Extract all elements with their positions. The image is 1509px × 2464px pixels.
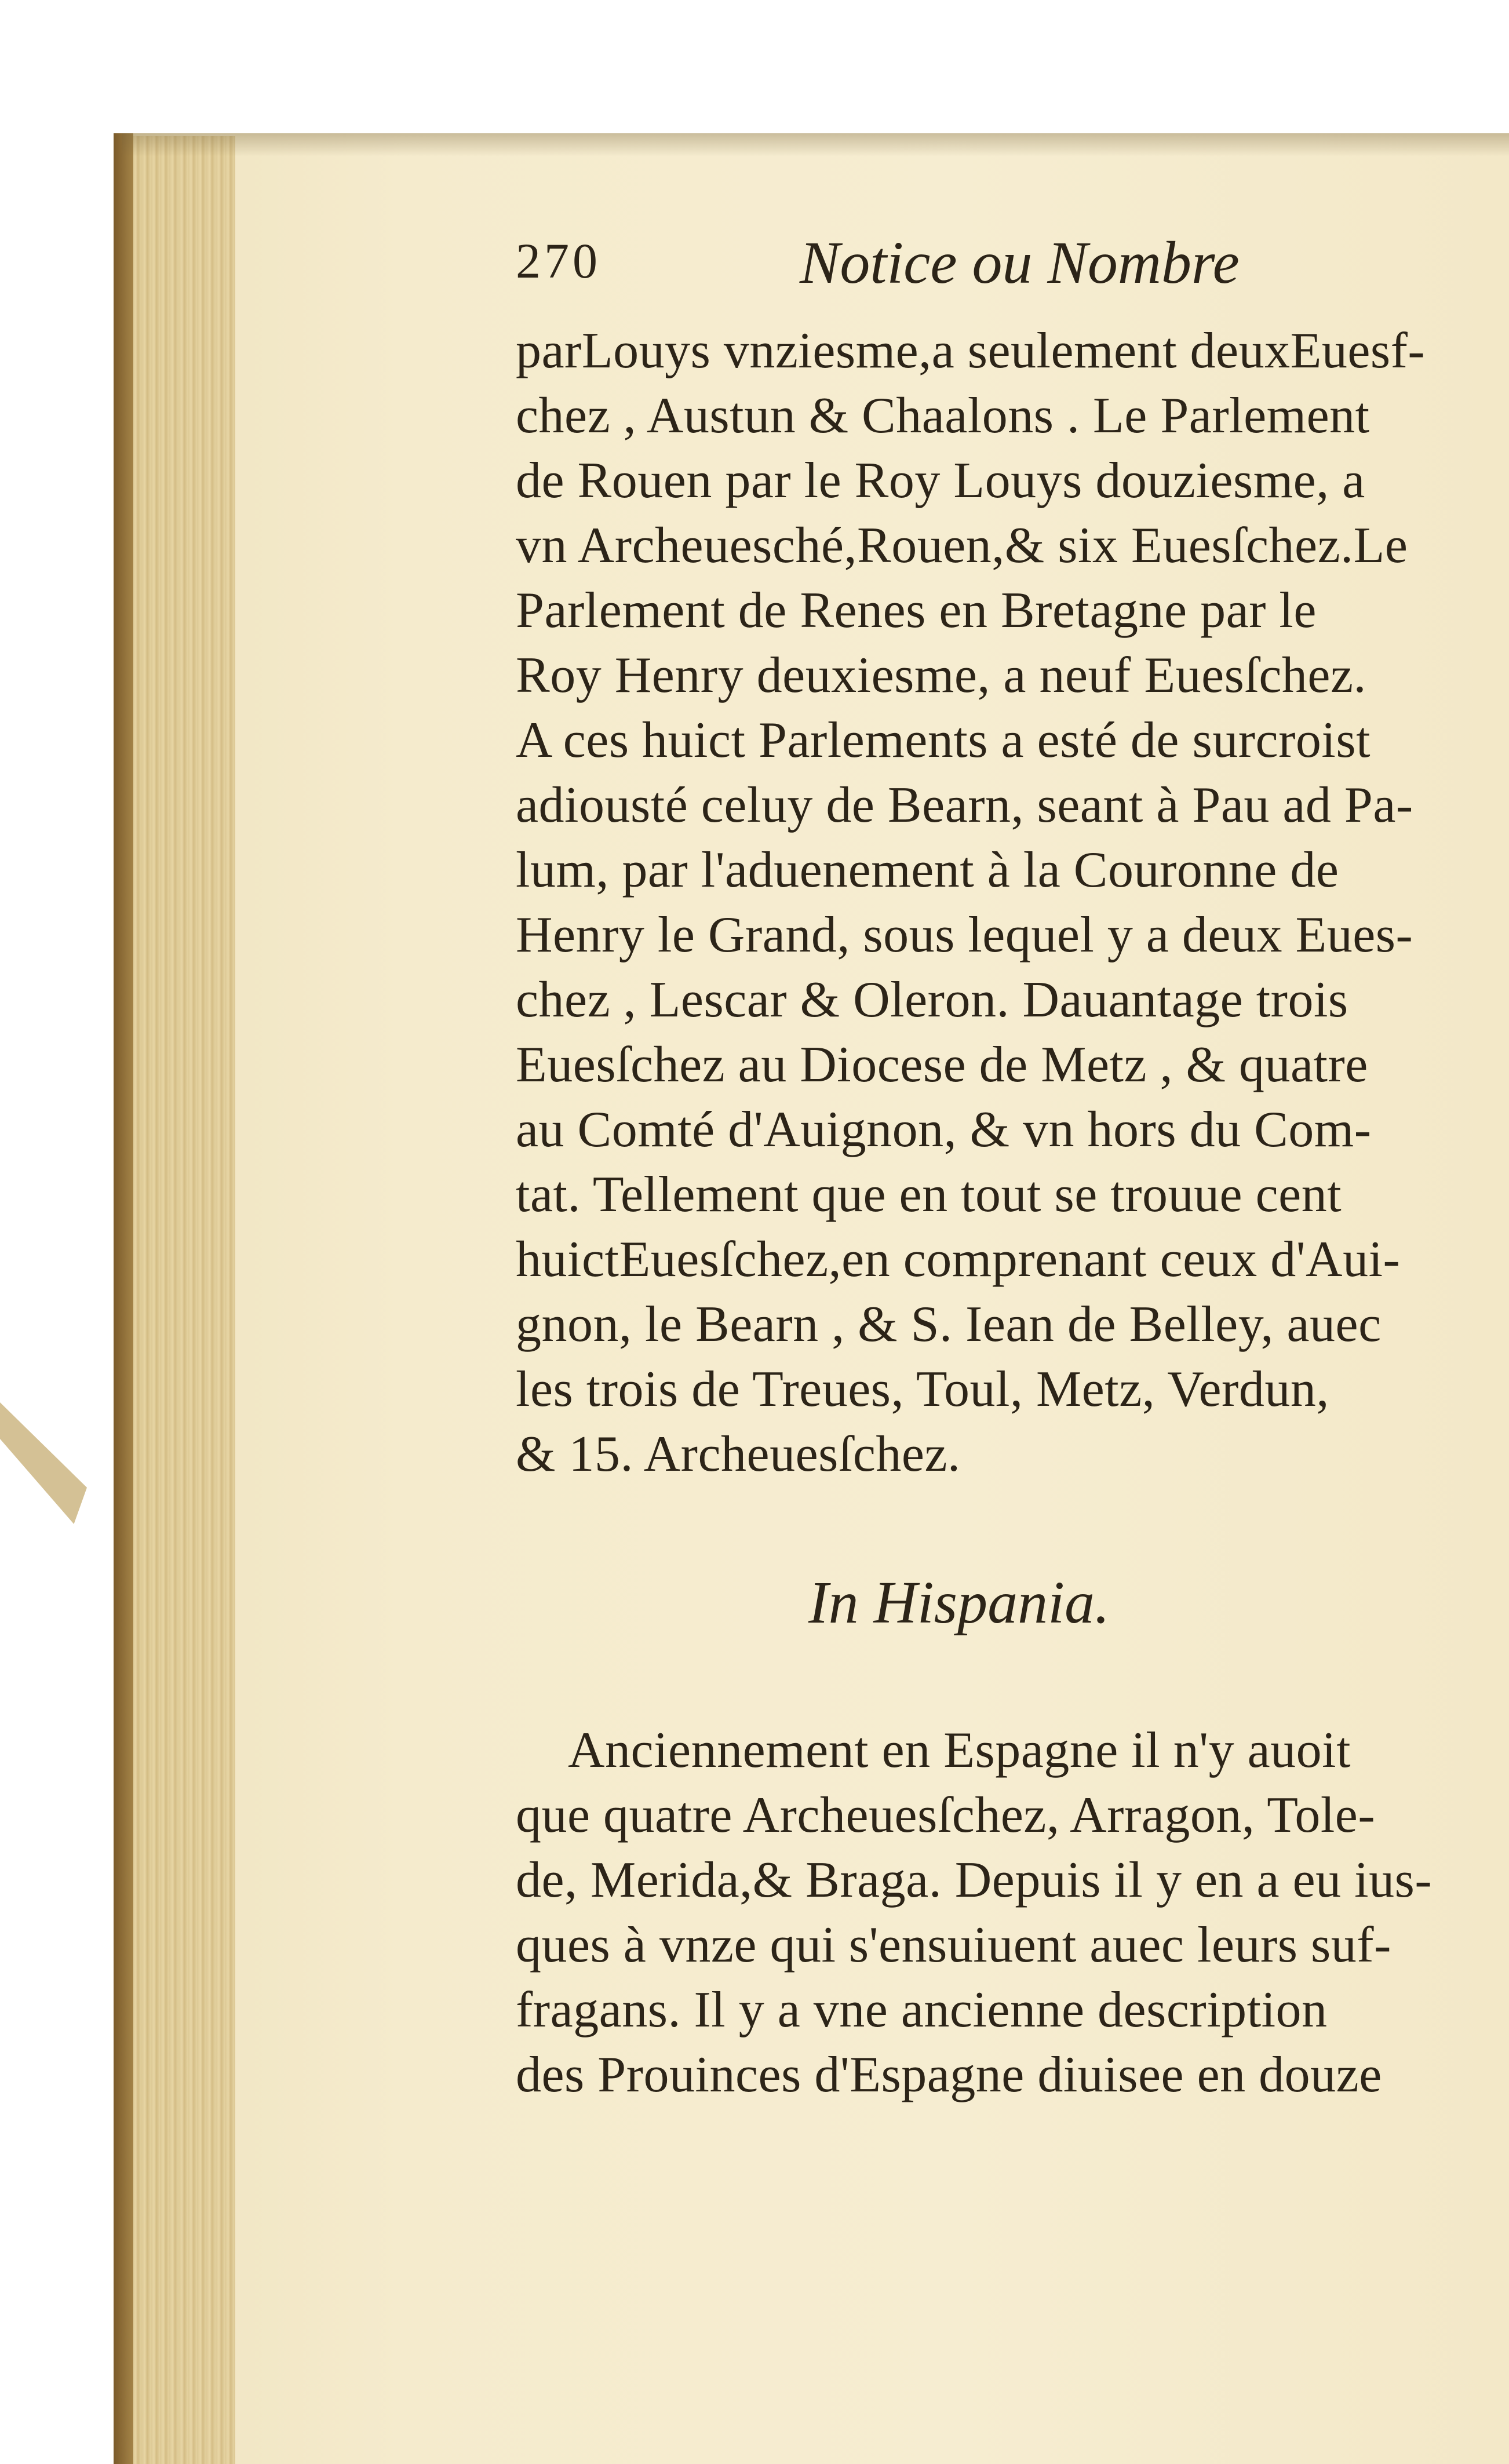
text-line: Parlement de Renes en Bretagne par le xyxy=(516,582,1317,639)
text-line: que quatre Archeuesſchez, Arragon, Tole- xyxy=(516,1787,1376,1843)
text-line: & 15. Archeuesſchez. xyxy=(516,1426,961,1482)
paragraph-2 xyxy=(516,1718,1472,2108)
running-title: Notice ou Nombre xyxy=(800,229,1240,296)
text-line: huictEuesſchez,en comprenant ceux d'Aui- xyxy=(516,1231,1401,1288)
text-line: A ces huict Parlements a esté de surcroist xyxy=(516,712,1371,768)
text-line: Henry le Grand, sous lequel y a deux Eues- xyxy=(516,907,1413,963)
text-line: adiousté celuy de Bearn, seant à Pau ad Pa- xyxy=(516,777,1413,833)
text-line: des Prouinces d'Espagne diuisee en douze xyxy=(516,2047,1382,2103)
paragraph-1 xyxy=(516,319,1472,1487)
text-line: ques à vnze qui s'ensuiuent auec leurs suf- xyxy=(516,1917,1391,1973)
text-line: de Rouen par le Roy Louys douziesme, a xyxy=(516,453,1365,509)
text-line: de, Merida,& Braga. Depuis il y en a eu ius- xyxy=(516,1852,1433,1908)
text-line: lum, par l'aduenement à la Couronne de xyxy=(516,842,1339,898)
page-header xyxy=(516,229,1472,319)
text-line: parLouys vnziesme,a seulement deuxEuesf- xyxy=(516,323,1426,379)
text-line: chez , Lescar & Oleron. Dauantage trois xyxy=(516,972,1348,1028)
text-line: au Comté d'Auignon, & vn hors du Com- xyxy=(516,1102,1372,1158)
page-top-shadow xyxy=(122,133,1509,156)
book-spine-edge xyxy=(114,133,133,2464)
text-line: vn Archeuesché,Rouen,& six Euesſchez.Le xyxy=(516,517,1408,574)
section-heading: In Hispania. xyxy=(808,1569,1110,1636)
text-line: Roy Henry deuxiesme, a neuf Euesſchez. xyxy=(516,647,1367,704)
text-line: les trois de Treues, Toul, Metz, Verdun, xyxy=(516,1361,1329,1417)
text-line: Anciennement en Espagne il n'y auoit xyxy=(568,1722,1351,1778)
text-line: chez , Austun & Chaalons . Le Parlement xyxy=(516,388,1370,444)
text-line: tat. Tellement que en tout se trouue cent xyxy=(516,1167,1342,1223)
page-number: 270 xyxy=(516,233,601,289)
text-line: fragans. Il y a vne ancienne description xyxy=(516,1982,1328,2038)
text-block xyxy=(516,229,1472,2108)
text-line: Euesſchez au Diocese de Metz , & quatre xyxy=(516,1037,1368,1093)
text-line: gnon, le Bearn , & S. Iean de Belley, auec xyxy=(516,1296,1382,1353)
